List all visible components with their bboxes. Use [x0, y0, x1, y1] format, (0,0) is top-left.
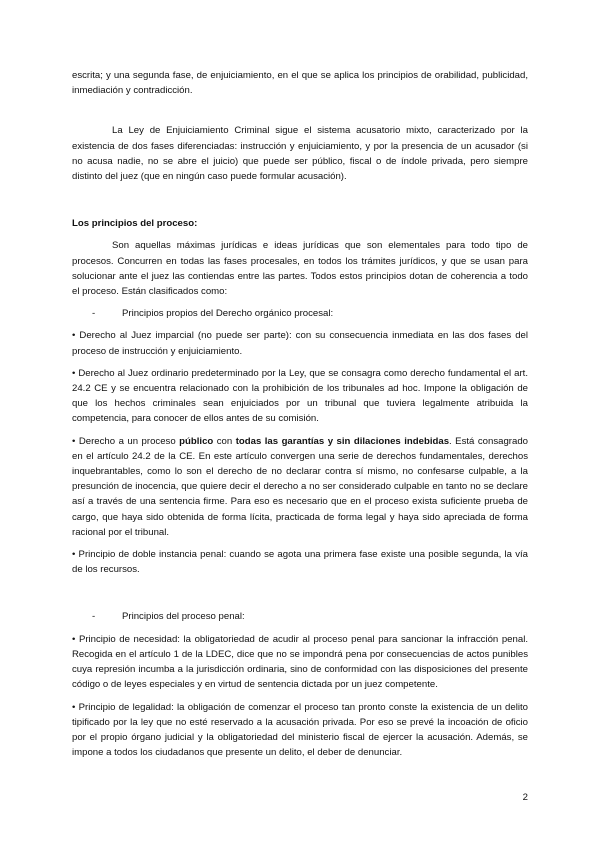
- paragraph-ley-enjuiciamiento: La Ley de Enjuiciamiento Criminal sigue el sistema acusatorio mixto, caracterizado por la existencia de dos fases diferenciadas: instrucción y enjuiciamiento, y por la presencia de un acusador (si no acusa nadie, no se abre el juicio) que puede ser público, fiscal o de índole privada, pero siempre distinto del juez (que en ningún caso puede formular acusación).: [72, 125, 528, 183]
- bullet-proceso-publico: [72, 434, 528, 540]
- paragraph-principios-intro: Son aquellas máximas jurídicas e ideas jurídicas que son elementales para todo tipo de procesos. Concurren en todas las fases procesales, en todos los trámites jurídicos, y que se usan para solucionar ante el juez las contiendas entre las partes. Todos estos principios dotan de coherencia a todo el proceso. Están clasificados como:: [72, 240, 528, 298]
- paragraph-fases: escrita; y una segunda fase, de enjuiciamiento, en el que se aplica los principios de orabilidad, publicidad, inmediación y contradicción.: [72, 70, 528, 97]
- text-run: . Está consagrado en el artículo 24.2 de la CE. En este artículo convergen una serie de derechos fundamentales, derechos inquebrantables, como lo son el derecho de no declarar contra sí mismo, no confesarse culpable, a la presunción de inocencia, que quiere decir el derecho a no ser considerado culpable en tanto no se declare así a través de una sentencia firme. Para eso es necesario que en el proceso exista suficiente prueba de cargo, que haya sido obtenida de forma lícita, practicada de forma legal y haya sido apreciada de forma racional por el tribunal.: [72, 435, 528, 538]
- text-run: • Derecho a un proceso: [72, 435, 180, 447]
- document-page: [72, 68, 528, 760]
- section-heading: Los principios del proceso:: [72, 218, 198, 230]
- bullet-juez-ordinario: • Derecho al Juez ordinario predeterminado por la Ley, que se consagra como derecho fundamental el art. 24.2 CE y se encuentra relacionado con la prohibición de los tribunales ad hoc. Impone la obligación de que los hechos criminales sean enjuiciados por un tribunal que tuviera legalmente atribuida la competencia, para conocer de ellos antes de su comisión.: [72, 367, 528, 425]
- bullet-legalidad: • Principio de legalidad: la obligación de comenzar el proceso tan pronto conste la existencia de un delito tipificado por la ley que no esté reservado a la acusación privada. Por eso se prevé la incoación de oficio por el propio órgano judicial y la obligatoriedad del ministerio fiscal de ejercer la acusación. Además, se impone a todos los ciudadanos que presente un delito, el deber de denunciar.: [72, 701, 528, 759]
- bold-text: todas las garantías y sin dilaciones indebidas: [235, 435, 450, 447]
- list-dash-organico: [72, 306, 528, 321]
- text-run: con: [213, 435, 236, 447]
- bold-text: público: [179, 435, 214, 447]
- bullet-juez-imparcial: • Derecho al Juez imparcial (no puede ser parte): con su consecuencia inmediata en las dos fases del proceso de instrucción y enjuiciamiento.: [72, 330, 528, 357]
- dash-label: Principios propios del Derecho orgánico procesal:: [122, 308, 334, 320]
- page-number: 2: [522, 792, 528, 803]
- bullet-doble-instancia: • Principio de doble instancia penal: cuando se agota una primera fase existe una posible segunda, la vía de los recursos.: [72, 549, 528, 576]
- dash-marker: -: [92, 308, 96, 320]
- dash-label: Principios del proceso penal:: [122, 611, 245, 623]
- dash-marker: -: [92, 611, 96, 623]
- list-dash-proceso-penal: [72, 609, 528, 624]
- bullet-necesidad: • Principio de necesidad: la obligatoriedad de acudir al proceso penal para sancionar la infracción penal. Recogida en el artículo 1 de la LDEC, dice que no se impondrá pena por consecuencias de actos punibles cuya represión incumba a la jurisdicción ordinaria, sino de conformidad con las disposiciones del presente código o de leyes especiales y en virtud de sentencia dictada por un juez competente.: [72, 633, 528, 691]
